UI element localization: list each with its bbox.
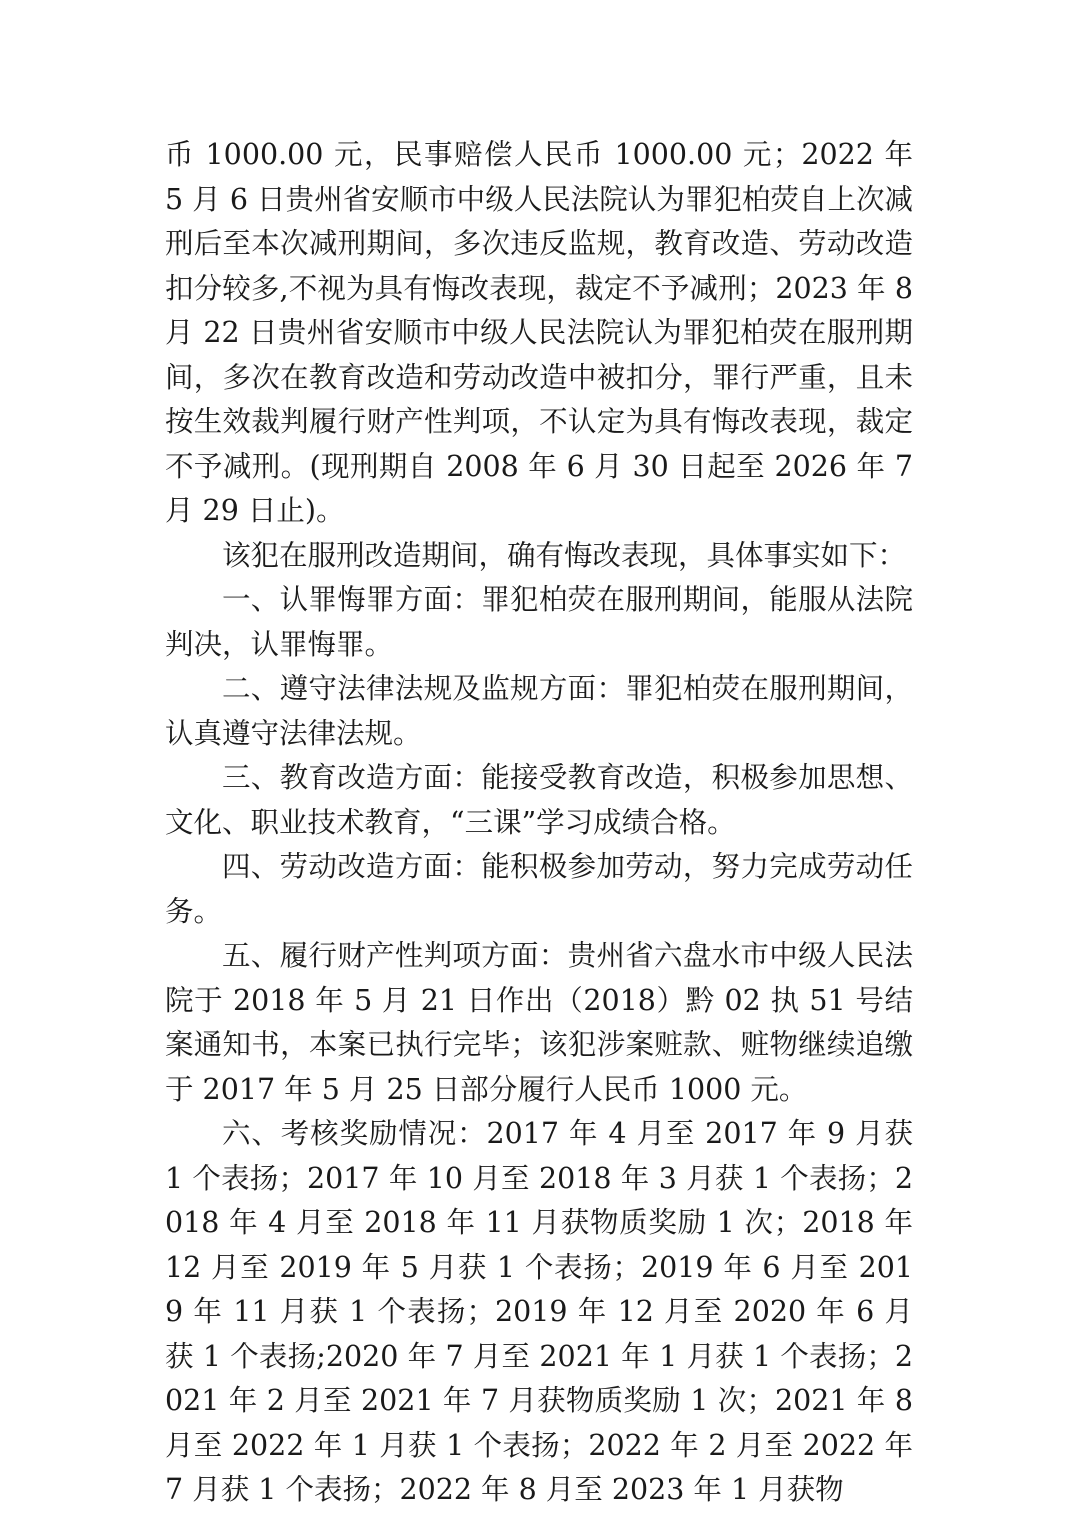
paragraph-rewards: 六、考核奖励情况：2017 年 4 月至 2017 年 9 月获 1 个表扬；2017 年 10 月至 2018 年 3 月获 1 个表扬；2018 年 4 月至 2018 年 11 月获物质奖励 1 次；2018 年 12 月至 2019 年 5 月获 1 个表扬；2019 年 6 月至 2019 年 11 月获 1 个表扬；2019 年 12 月至 2020 年 6 月获 1 个表扬;2020 年 7 月至 2021 年 1 月获 1 个表扬；2021 年 2 月至 2021 年 7 月获物质奖励 1 次；2021 年 8 月至 2022 年 1 月获 1 个表扬；2022 年 2 月至 2022 年 7 月获 1 个表扬；2022 年 8 月至 2023 年 1 月获物 [165,1117,913,1506]
paragraph-admission-of-guilt: 一、认罪悔罪方面：罪犯柏荧在服刑期间，能服从法院判决，认罪悔罪。 [165,583,913,661]
paragraph-law-compliance: 二、遵守法律法规及监规方面：罪犯柏荧在服刑期间，认真遵守法律法规。 [165,672,913,750]
paragraph-sentence-history: 币 1000.00 元，民事赔偿人民币 1000.00 元；2022 年 5 月 6 日贵州省安顺市中级人民法院认为罪犯柏荧自上次减刑后至本次减刑期间，多次违反监规，教育改造、劳动改造扣分较多,不视为具有悔改表现，裁定不予减刑；2023 年 8 月 22 日贵州省安顺市中级人民法院认为罪犯柏荧在服刑期间，多次在教育改造和劳动改造中被扣分，罪行严重，且未按生效裁判履行财产性判项，不认定为具有悔改表现，裁定不予减刑。(现刑期自 2008 年 6 月 30 日起至 2026 年 7 月 29 日止)。 [165,138,913,527]
paragraph-education-reform: 三、教育改造方面：能接受教育改造，积极参加思想、文化、职业技术教育，“三课”学习成绩合格。 [165,761,913,839]
paragraph-repentance-intro: 该犯在服刑改造期间，确有悔改表现，具体事实如下： [222,538,907,572]
paragraph-labor-reform: 四、劳动改造方面：能积极参加劳动，努力完成劳动任务。 [165,850,913,928]
document-body [165,133,913,1513]
paragraph-property-judgment: 五、履行财产性判项方面：贵州省六盘水市中级人民法院于 2018 年 5 月 21 日作出（2018）黔 02 执 51 号结案通知书，本案已执行完毕；该犯涉案赃款、赃物继续追缴于 2017 年 5 月 25 日部分履行人民币 1000 元。 [165,939,913,1106]
